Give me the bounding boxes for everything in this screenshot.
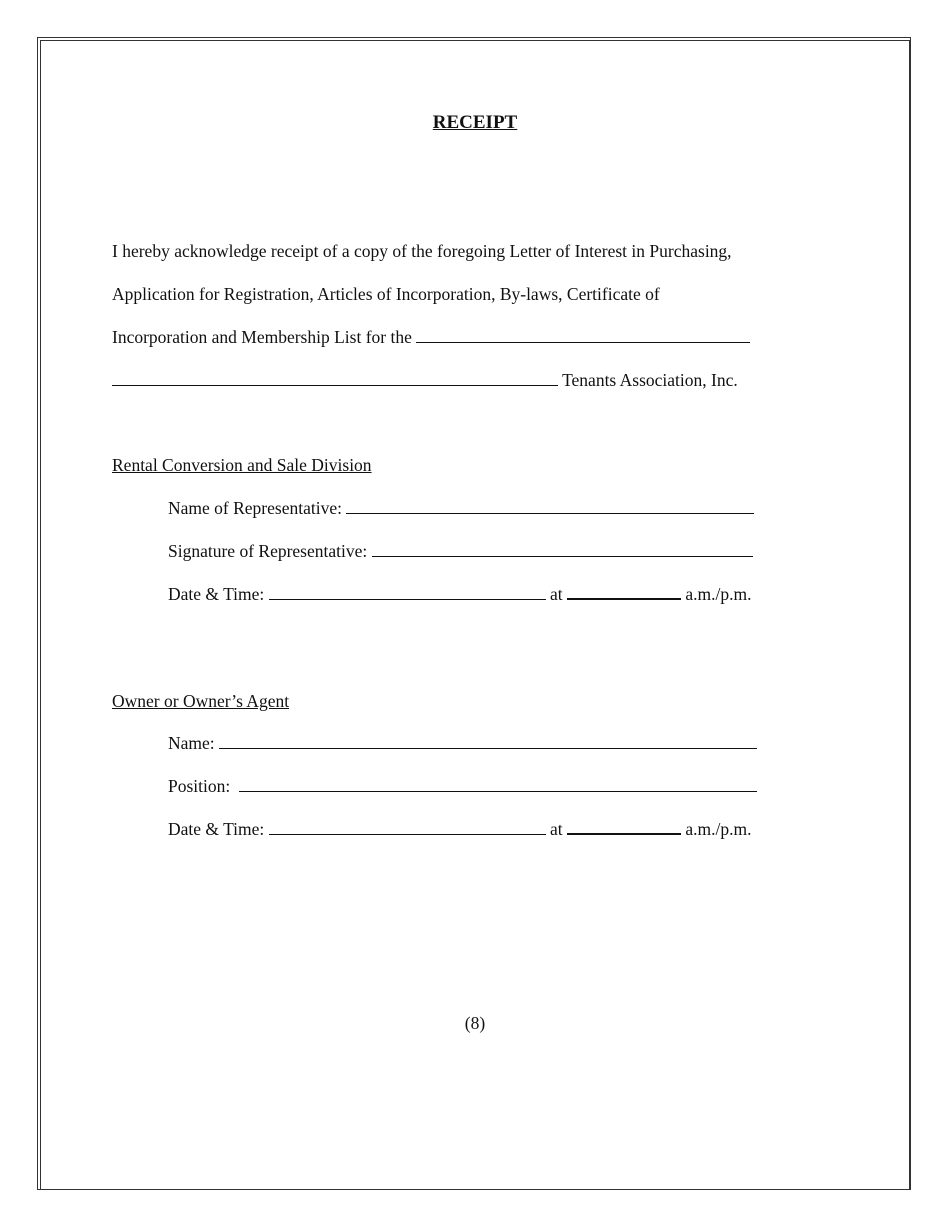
owner-name-label: Name: xyxy=(168,733,215,753)
rep-signature-label: Signature of Representative: xyxy=(168,541,368,561)
rep-date-label: Date & Time: xyxy=(168,584,265,604)
owner-position-label: Position: xyxy=(168,776,231,796)
association-name-field-part-2[interactable] xyxy=(112,371,558,386)
owner-datetime-row xyxy=(168,818,752,840)
association-name-field-part-1[interactable] xyxy=(416,328,750,343)
body-line-1: I hereby acknowledge receipt of a copy of the foregoing Letter of Interest in Purchasing, xyxy=(112,241,732,261)
owner-name-field[interactable] xyxy=(219,734,757,749)
rep-date-field[interactable] xyxy=(269,585,546,600)
owner-ampm-label: a.m./p.m. xyxy=(685,819,752,839)
rep-name-row xyxy=(168,497,754,519)
body-line-3-text: Incorporation and Membership List for the xyxy=(112,327,412,347)
page-number: (8) xyxy=(464,1013,486,1033)
owner-time-field[interactable] xyxy=(567,819,681,835)
owner-section-heading: Owner or Owner’s Agent xyxy=(112,691,290,711)
owner-at-label: at xyxy=(550,819,563,839)
owner-date-field[interactable] xyxy=(269,820,546,835)
owner-name-row xyxy=(168,732,757,754)
rep-signature-field[interactable] xyxy=(372,542,753,557)
owner-position-row xyxy=(168,775,757,797)
rep-name-label: Name of Representative: xyxy=(168,498,342,518)
body-line-4 xyxy=(112,369,738,391)
owner-position-field[interactable] xyxy=(239,777,757,792)
body-line-2: Application for Registration, Articles of Incorporation, By-laws, Certificate of xyxy=(112,284,660,304)
owner-date-label: Date & Time: xyxy=(168,819,265,839)
rep-name-field[interactable] xyxy=(346,499,754,514)
document-title: RECEIPT xyxy=(432,112,518,133)
body-line-3 xyxy=(112,326,750,348)
rep-ampm-label: a.m./p.m. xyxy=(685,584,752,604)
rep-signature-row xyxy=(168,540,753,562)
rep-time-field[interactable] xyxy=(567,584,681,600)
rep-datetime-row xyxy=(168,583,752,605)
rental-section-heading: Rental Conversion and Sale Division xyxy=(112,455,372,475)
association-suffix: Tenants Association, Inc. xyxy=(562,370,738,390)
rep-at-label: at xyxy=(550,584,563,604)
